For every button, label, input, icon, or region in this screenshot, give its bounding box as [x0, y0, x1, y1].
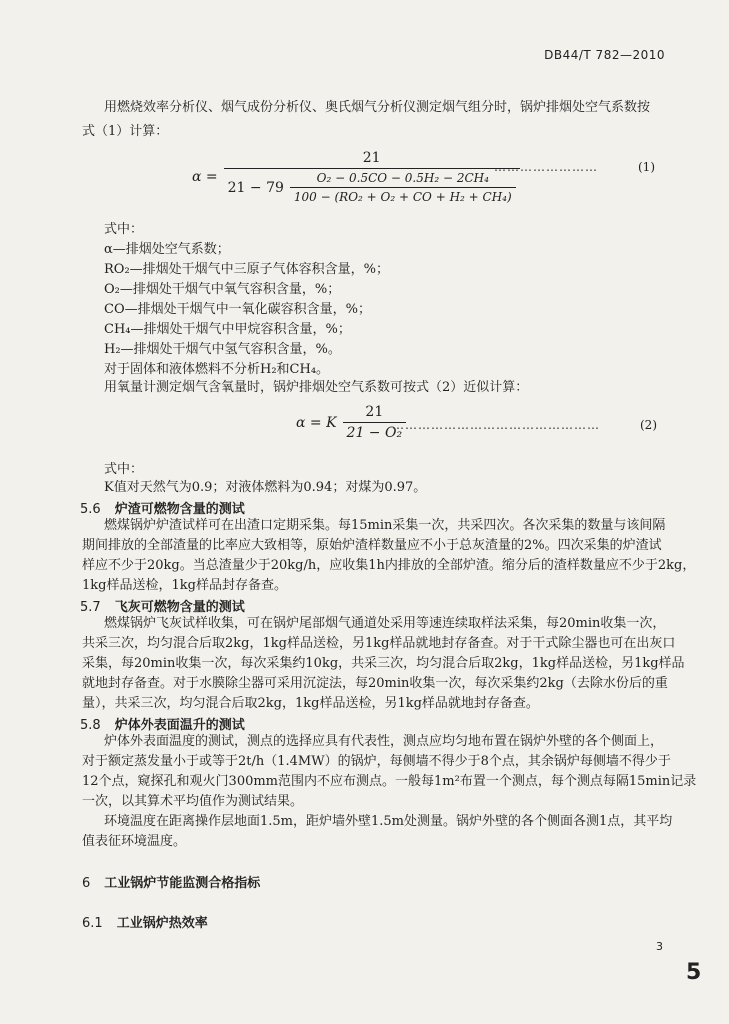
- formula-1-fraction: [224, 150, 520, 204]
- section-6-1-heading: [82, 912, 208, 931]
- section-5-8-title: 炉体外表面温升的测试: [114, 718, 245, 733]
- section-5-7-line-3: 采集，每20min收集一次，每次采集约10kg，共采三次，均匀混合后取2kg，1kg样品送检，另1kg样品: [82, 656, 685, 671]
- section-5-8-number: 5.8: [80, 718, 101, 733]
- where-1-alpha: α—排烟处空气系数；: [104, 242, 230, 257]
- formula-1-numerator: 21: [362, 150, 381, 166]
- oxygen-meter-text: 用氧量计测定烟气含氧量时，锅炉排烟处空气系数可按式（2）近似计算：: [104, 380, 529, 395]
- formula-1-lhs: α =: [192, 169, 218, 185]
- chapter-6-number: 6: [82, 876, 91, 891]
- where-2-title: 式中：: [104, 462, 144, 477]
- section-6-1-title: 工业锅炉热效率: [116, 916, 208, 931]
- where-1-title: 式中：: [104, 222, 144, 237]
- section-5-7-line-2: 共采三次，均匀混合后取2kg，1kg样品送检，另1kg样品就地封存备查。对于干式除尘器也可在出灰口: [82, 636, 676, 651]
- intro-line-1: 用燃烧效率分析仪、烟气成份分析仪、奥氏烟气分析仪测定烟气组分时，锅炉排烟处空气系数按: [104, 100, 651, 115]
- formula-1-sub-fraction: [290, 171, 516, 204]
- section-5-6-line-2: 期间排放的全部渣量的比率应大致相等，原始炉渣样数量应不小于总灰渣量的2%。四次采集的炉渣试: [82, 538, 662, 553]
- section-5-6-heading: [80, 498, 245, 517]
- formula-1: [192, 150, 520, 204]
- formula-1-denominator: [224, 168, 520, 204]
- page-number: 3: [656, 940, 663, 953]
- section-5-8-line-6: 值表征环境温度。: [82, 834, 187, 849]
- section-5-7-title: 飞灰可燃物含量的测试: [114, 600, 245, 615]
- section-5-8-line-1: 炉体外表面温度的测试，测点的选择应具有代表性，测点应均匀地布置在锅炉外壁的各个侧面上，: [104, 734, 664, 749]
- section-5-7-line-4: 就地封存备查。对于水膜除尘器可采用沉淀法，每20min收集一次，每次采集约2kg（去除水份后的重: [82, 676, 668, 691]
- where-1-ro2: RO₂—排烟处干烟气中三原子气体容积含量，%；: [104, 262, 390, 277]
- sheet-number: 5: [686, 960, 702, 985]
- section-5-7-number: 5.7: [80, 600, 101, 615]
- section-5-8-line-5: 环境温度在距离操作层地面1.5m，距炉墙外壁1.5m处测量。锅炉外壁的各个侧面各测1点，其平均: [104, 814, 673, 829]
- formula-2-number: (2): [640, 418, 657, 432]
- intro-line-2: 式（1）计算：: [82, 124, 169, 139]
- formula-1-leader: ……………………: [494, 160, 598, 174]
- standard-code: DB44/T 782—2010: [544, 48, 665, 62]
- where-1-h2: H₂—排烟处干烟气中氢气容积含量，%。: [104, 342, 341, 357]
- section-5-7-line-5: 量），共采三次，均匀混合后取2kg，1kg样品送检，另1kg样品就地封存备查。: [82, 696, 539, 711]
- section-5-6-title: 炉渣可燃物含量的测试: [114, 502, 245, 517]
- chapter-6-title: 工业锅炉节能监测合格指标: [104, 876, 261, 891]
- section-5-6-line-3: 样应不少于20kg。当总渣量少于20kg/h，应收集1h内排放的全部炉渣。缩分后的渣样数量应不少于2kg，: [82, 558, 696, 573]
- section-5-7-heading: [80, 596, 245, 615]
- formula-2-numerator: 21: [365, 404, 384, 420]
- formula-2-lhs: α = K: [296, 414, 337, 431]
- section-5-7-line-1: 燃煤锅炉飞灰试样收集，可在锅炉尾部烟气通道处采用等速连续取样法采集，每20min收集一次，: [104, 616, 666, 631]
- formula-2-denominator: 21 − O₂: [343, 422, 407, 441]
- where-1-note: 对于固体和液体燃料不分析H₂和CH₄。: [104, 362, 330, 377]
- where-1-co: CO—排烟处干烟气中一氧化碳容积含量，%；: [104, 302, 371, 317]
- formula-1-sub-denominator: 100 − (RO₂ + O₂ + CO + H₂ + CH₄): [290, 187, 516, 204]
- formula-1-sub-numerator: O₂ − 0.5CO − 0.5H₂ − 2CH₄: [316, 171, 489, 185]
- section-5-8-line-2: 对于额定蒸发量小于或等于2t/h（1.4MW）的锅炉，每侧墙不得少于8个点，其余锅炉每侧墙不得少于: [82, 754, 671, 769]
- formula-2: [296, 404, 406, 441]
- section-5-8-heading: [80, 714, 245, 733]
- section-5-8-line-4: 一次，以其算术平均值作为测试结果。: [82, 794, 304, 809]
- section-5-6-number: 5.6: [80, 502, 101, 517]
- where-2-k: K值对天然气为0.9；对液体燃料为0.94；对煤为0.97。: [104, 480, 427, 495]
- where-1-o2: O₂—排烟处干烟气中氧气容积含量，%；: [104, 282, 341, 297]
- section-5-8-line-3: 12个点，窥探孔和观火门300mm范围内不应布测点。一般每1m²布置一个测点，每个测点每隔15min记录: [82, 774, 697, 789]
- section-5-6-line-4: 1kg样品送检，1kg样品封存备查。: [82, 578, 287, 593]
- section-5-6-line-1: 燃煤锅炉炉渣试样可在出渣口定期采集。每15min采集一次，共采四次。各次采集的数量与该间隔: [104, 518, 666, 533]
- chapter-6-heading: [82, 872, 260, 891]
- where-1-ch4: CH₄—排烟处干烟气中甲烷容积含量，%；: [104, 322, 351, 337]
- formula-2-leader: …………………………………………: [392, 418, 600, 432]
- formula-1-number: (1): [638, 160, 655, 174]
- section-6-1-number: 6.1: [82, 916, 103, 931]
- formula-1-den-prefix: 21 − 79: [227, 179, 284, 196]
